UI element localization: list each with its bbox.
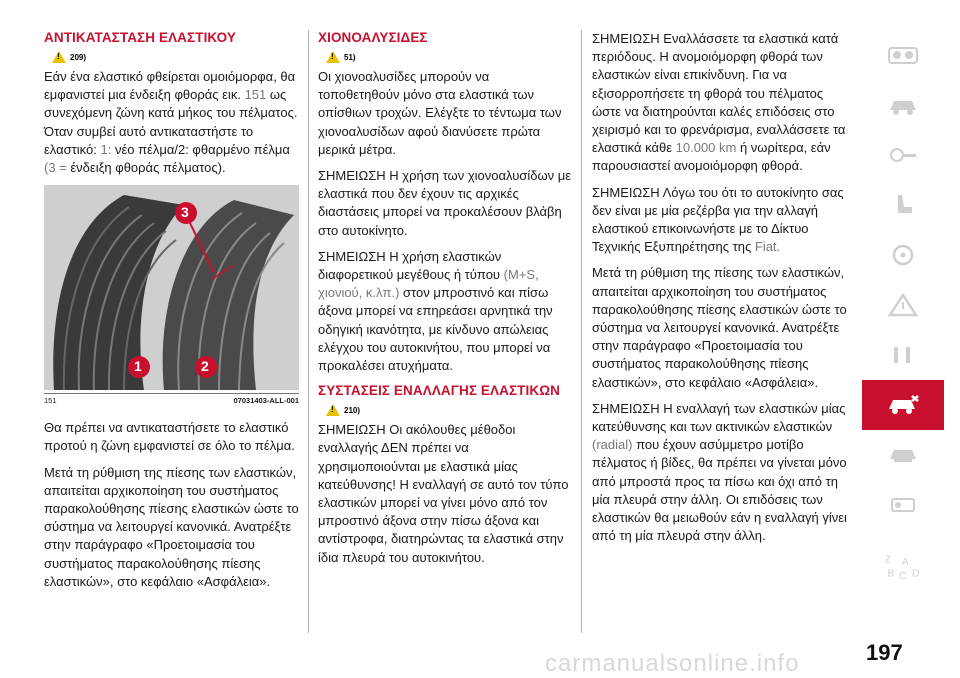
note-ref: 51) bbox=[344, 52, 356, 62]
paragraph: Εάν ένα ελαστικό φθείρεται ομοιόμορφα, θα εμφανιστεί μια ένδειξη φθοράς εικ. 151 ως συνεχόμενη ζώνη κατά μήκος του πέλματος. Όταν συμβεί αυτό αντικαταστήστε το ελαστικό: 1: νέο πέλμα/2: φθαρμένο πέλμα (3 = ένδειξη φθοράς πέλματος). bbox=[44, 69, 298, 176]
tools-icon bbox=[886, 343, 920, 367]
warning-note bbox=[52, 50, 299, 64]
figure-code: 07031403-ALL-001 bbox=[233, 396, 299, 406]
steering-wheel-icon bbox=[886, 243, 920, 267]
car-dashboard-icon bbox=[886, 43, 920, 67]
svg-text:D: D bbox=[912, 568, 920, 580]
chapter-tab-info[interactable] bbox=[862, 80, 944, 130]
chapter-tab-tools[interactable] bbox=[862, 330, 944, 380]
chapter-tab-warnings[interactable] bbox=[862, 280, 944, 330]
chapter-tab-audio[interactable] bbox=[862, 480, 944, 530]
figure-label-3: 3 bbox=[181, 204, 189, 221]
section-heading-tire-replacement: ΑΝΤΙΚΑΤΑΣΤΑΣΗ ΕΛΑΣΤΙΚΟΥ bbox=[44, 30, 236, 45]
paragraph: ΣΗΜΕΙΩΣΗ Οι ακόλουθες μέθοδοι εναλλαγής ΔΕΝ πρέπει να χρησιμοποιούνται με ελαστικά μίας κατεύθυνσης! Η εναλλαγή σε αυτό τον τύπο ελαστικών μπορεί να γίνει μόνο από τον μπροστινό άξονα στην πίσω άξονα και αντίστροφα, διατηρώντας τα ελαστικά στην ίδια πλευρά του αυτοκινήτου. bbox=[318, 422, 569, 565]
car-service-icon bbox=[886, 443, 920, 467]
paragraph: ΣΗΜΕΙΩΣΗ Η εναλλαγή των ελαστικών μίας κατεύθυνσης και των ακτινικών ελαστικών (radial) που έχουν ασύμμετρο μοτίβο πέλματος ή βίδες, θα πρέπει να γίνεται μόνο από μπροστά προς τα πίσω και όχι από τη μία πλευρά στην άλλη. Οι επιδόσεις των ελαστικών θα μειωθούν εάν η εναλλαγή γίνει από τη μία πλευρά στην άλλη. bbox=[592, 400, 847, 544]
svg-text:Z: Z bbox=[884, 554, 892, 566]
car-key-icon bbox=[886, 143, 920, 167]
figure-label-1: 1 bbox=[134, 358, 142, 375]
car-info-icon bbox=[886, 93, 920, 117]
column-3 bbox=[592, 30, 847, 553]
warning-triangle-icon bbox=[326, 404, 340, 416]
chapter-tab-driving[interactable] bbox=[862, 230, 944, 280]
watermark: carmanualsonline.info bbox=[545, 650, 800, 677]
column-divider bbox=[308, 30, 309, 633]
figure-label-2: 2 bbox=[201, 358, 209, 375]
warning-note bbox=[326, 50, 573, 64]
tire-tread-figure bbox=[44, 185, 299, 390]
page-number: 197 bbox=[866, 640, 903, 665]
warning-triangle-icon bbox=[326, 51, 340, 63]
section-heading-snow-chains: ΧΙΟΝΟΑΛΥΣΙΔΕΣ bbox=[318, 30, 428, 45]
svg-text:C: C bbox=[899, 571, 907, 583]
svg-text:A: A bbox=[901, 557, 909, 568]
paragraph: ΣΗΜΕΙΩΣΗ Λόγω του ότι το αυτοκίνητο σας δεν είναι με μία ρεζέρβα για την αλλαγή ελαστικού επικοινωνήστε με το Δίκτυο Τεχνικής Εξυπηρέτησης της Fiat. bbox=[592, 184, 844, 255]
note-ref: 210) bbox=[344, 405, 361, 415]
paragraph: Οι χιονοαλυσίδες μπορούν να τοποθετηθούν μόνο στα ελαστικά των οπίσθιων τροχών. Ελέγξτε το τέντωμα των χιονοαλυσίδων αφού διανύσετε πρώτα μερικά μέτρα. bbox=[318, 69, 562, 157]
figure-caption bbox=[44, 393, 299, 405]
figure-number: 151 bbox=[44, 396, 57, 406]
warning-triangle-icon bbox=[886, 293, 920, 317]
chapter-tab-emergency[interactable] bbox=[862, 380, 944, 430]
warning-triangle-icon bbox=[52, 51, 66, 63]
paragraph: ΣΗΜΕΙΩΣΗ Η χρήση των χιονοαλυσίδων με ελαστικά που δεν έχουν τις αρχικές διαστάσεις μπορεί να προκαλέσουν βλάβη στο αυτοκίνητο. bbox=[318, 168, 571, 238]
warning-note bbox=[326, 403, 573, 417]
chapter-tab-keys[interactable] bbox=[862, 130, 944, 180]
chapter-tab-index[interactable] bbox=[862, 530, 944, 600]
paragraph: Θα πρέπει να αντικαταστήσετε το ελαστικό προτού η ζώνη εμφανιστεί σε όλο το πέλμα. bbox=[44, 420, 295, 454]
chapter-tab-seats[interactable] bbox=[862, 180, 944, 230]
column-2 bbox=[318, 30, 573, 575]
car-emergency-icon bbox=[886, 393, 920, 417]
paragraph: ΣΗΜΕΙΩΣΗ Η χρήση ελαστικών διαφορετικού μεγέθους ή τύπου (M+S, χιονιού, κ.λπ.) στον μπροστινό και πίσω άξονα μπορεί να επηρεάσει αρνητικά την οδηγική ικανότητα, με κίνδυνο απώλειας ελέγχου του αυτοκινήτου, που μπορεί να προκαλέσει ατυχήματα. bbox=[318, 248, 553, 374]
paragraph: ΣΗΜΕΙΩΣΗ Εναλλάσσετε τα ελαστικά κατά περιόδους. Η ανομοιόμορφη φθορά των ελαστικών είναι επικίνδυνη. Για να εξισορροπήσετε τη φθορά του πέλματος ώστε να διατηρούνται καλές επιδόσεις στο χειρισμό και το φρενάρισμα, εναλλάσσετε τα ελαστικά κάθε 10.000 km ή νωρίτερα, εάν παρουσιαστεί ανομοιόμορφη φθορά. bbox=[592, 31, 846, 174]
svg-text:B: B bbox=[887, 568, 895, 580]
abc-index-icon bbox=[881, 547, 925, 583]
column-divider bbox=[581, 30, 582, 633]
audio-icon bbox=[886, 493, 920, 517]
chapter-tab-dashboard[interactable] bbox=[862, 30, 944, 80]
paragraph: Μετά τη ρύθμιση της πίεσης των ελαστικών, απαιτείται αρχικοποίηση του συστήματος παρακολούθησης πίεσης ελαστικών ώστε το σύστημα να λειτουργεί κανονικά. Ανατρέξτε στην παράγραφο «Προετοιμασία του συστήματος παρακολούθησης πίεσης ελαστικών», στο κεφάλαιο «Ασφάλεια». bbox=[592, 265, 847, 390]
car-seat-icon bbox=[886, 193, 920, 217]
chapter-tab-service[interactable] bbox=[862, 430, 944, 480]
paragraph: Μετά τη ρύθμιση της πίεσης των ελαστικών, απαιτείται αρχικοποίηση του συστήματος παρακολούθησης πίεσης ελαστικών ώστε το σύστημα να λειτουργεί κανονικά. Ανατρέξτε στην παράγραφο «Προετοιμασία του συστήματος παρακολούθησης πίεσης ελαστικών», στο κεφάλαιο «Ασφάλεια». bbox=[44, 464, 299, 589]
note-ref: 209) bbox=[70, 52, 87, 62]
chapter-sidebar bbox=[862, 30, 944, 600]
section-heading-tire-rotation: ΣΥΣΤΑΣΕΙΣ ΕΝΑΛΛΑΓΗΣ ΕΛΑΣΤΙΚΩΝ bbox=[318, 383, 560, 399]
column-1 bbox=[44, 30, 299, 599]
